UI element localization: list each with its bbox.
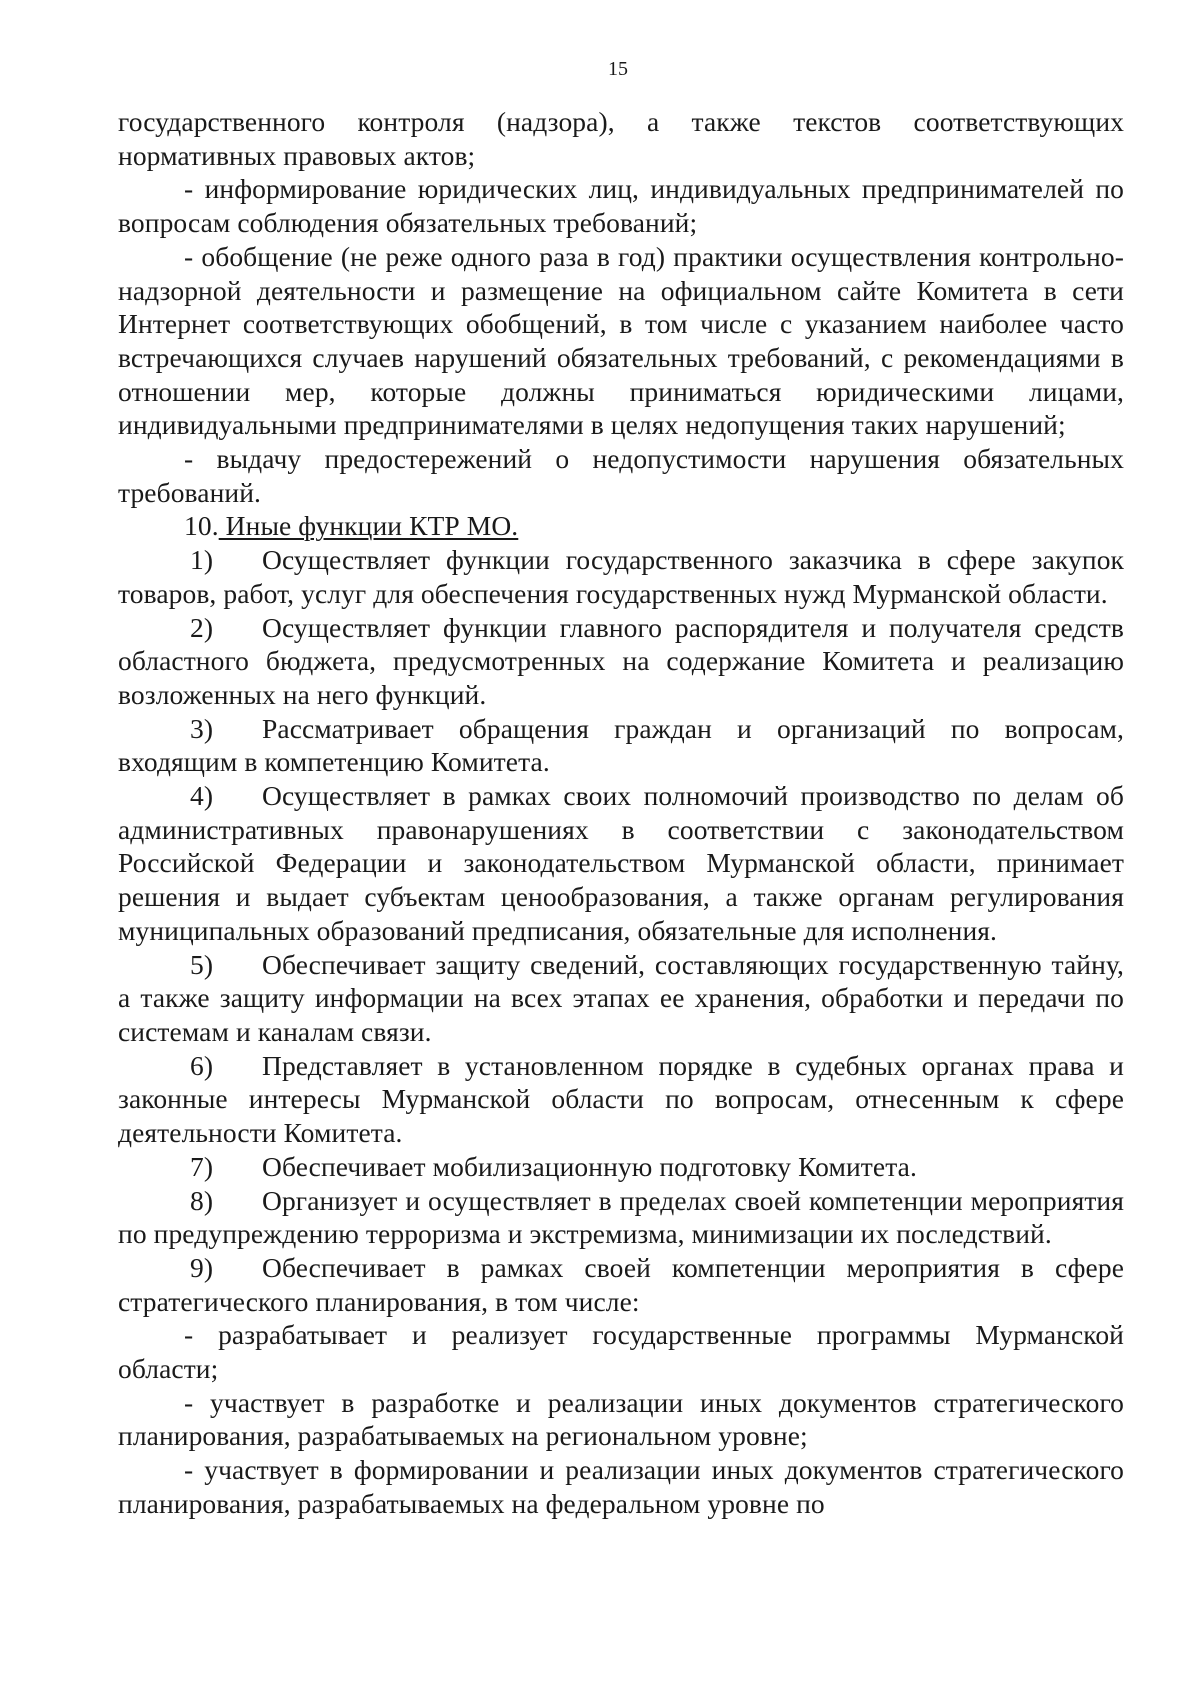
list-item-number: 3) xyxy=(190,712,214,744)
list-item-text: Осуществляет функции государственного заказчика в сфере закупок товаров, работ, услуг для обеспечения государственных нужд Мурманской области. xyxy=(118,544,1124,609)
list-item xyxy=(118,1049,1124,1150)
page-number: 15 xyxy=(608,58,628,80)
list-item-text: Рассматривает обращения граждан и организаций по вопросам, входящим в компетенцию Комитета. xyxy=(118,712,1124,778)
list-item-text: Обеспечивает мобилизационную подготовку Комитета. xyxy=(262,1150,917,1182)
list-item-number: 5) xyxy=(190,948,214,980)
sub-item: - участвует в разработке и реализации иных документов стратегического планирования, разрабатываемых на региональном уровне; xyxy=(118,1386,1124,1452)
list-item-number: 6) xyxy=(190,1049,214,1081)
list-item xyxy=(118,1184,1124,1251)
list-item-number: 7) xyxy=(190,1150,214,1182)
list-item-number: 9) xyxy=(190,1251,214,1283)
list-item-number: 4) xyxy=(190,780,214,812)
list-item-number: 2) xyxy=(190,611,214,643)
sub-item: - разрабатывает и реализует государственные программы Мурманской области; xyxy=(118,1319,1124,1385)
list-item xyxy=(118,611,1124,712)
paragraph-continuation: государственного контроля (надзора), а также текстов соответствующих нормативных правовых актов; xyxy=(118,106,1124,171)
list-item-text: Обеспечивает защиту сведений, составляющих государственную тайну, а также защиту информации на всех этапах ее хранения, обработки и передачи по системам и каналам связи. xyxy=(118,948,1124,1047)
list-item-number: 1) xyxy=(190,544,214,576)
section-heading xyxy=(118,509,1124,543)
list-item xyxy=(118,712,1124,779)
list-item-text: Осуществляет в рамках своих полномочий производство по делам об административных правонарушениях в соответствии с законодательством Российской Федерации и законодательством Мурманской области, принимает решения и выдает субъектам ценообразования, а также органам регулирования муниципальных образований предписания, обязательные для исполнения. xyxy=(118,780,1124,946)
list-item-text: Обеспечивает в рамках своей компетенции мероприятия в сфере стратегического планирования, в том числе: xyxy=(118,1251,1124,1317)
paragraph-generalization: - обобщение (не реже одного раза в год) практики осуществления контрольно-надзорной деятельности и размещение на официальном сайте Комитета в сети Интернет соответствующих обобщений, в том числе с указанием наиболее часто встречающихся случаев нарушений обязательных требований, с рекомендациями в отношении мер, которые должны приниматься юридическими лицами, индивидуальными предпринимателями в целях недопущения таких нарушений; xyxy=(118,240,1124,441)
list-item xyxy=(118,1150,1124,1184)
paragraph-warnings: - выдачу предостережений о недопустимости нарушения обязательных требований. xyxy=(118,443,1124,508)
list-item xyxy=(118,948,1124,1049)
list-item xyxy=(118,543,1124,610)
document-body xyxy=(118,105,1124,1521)
paragraph-informing: - информирование юридических лиц, индивидуальных предпринимателей по вопросам соблюдения обязательных требований; xyxy=(118,173,1124,239)
list-item-text: Осуществляет функции главного распорядителя и получателя средств областного бюджета, предусмотренных на содержание Комитета и реализацию возложенных на него функций. xyxy=(118,611,1124,710)
sub-item: - участвует в формировании и реализации иных документов стратегического планирования, разрабатываемых на федеральном уровне по xyxy=(118,1454,1124,1519)
list-item-text: Организует и осуществляет в пределах своей компетенции мероприятия по предупреждению терроризма и экстремизма, минимизации их последствий. xyxy=(118,1184,1124,1250)
list-item-number: 8) xyxy=(190,1184,214,1216)
list-item xyxy=(118,1251,1124,1318)
section-title: Иные функции КТР МО. xyxy=(218,510,519,542)
list-item-text: Представляет в установленном порядке в судебных органах права и законные интересы Мурманской области по вопросам, отнесенным к сфере деятельности Комитета. xyxy=(118,1049,1124,1149)
list-item xyxy=(118,779,1124,948)
section-number: 10. xyxy=(184,510,219,542)
